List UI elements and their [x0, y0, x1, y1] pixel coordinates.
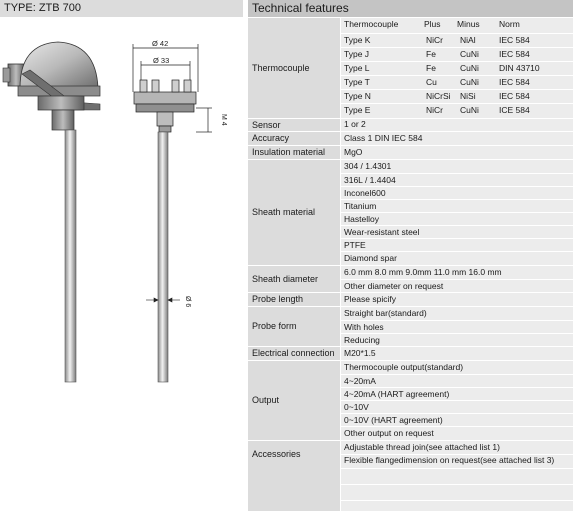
value-column	[341, 18, 573, 511]
tc-minus: NiSi	[460, 91, 476, 101]
list-item: 304 / 1.4301	[344, 161, 392, 171]
list-item: Diamond spar	[344, 253, 397, 263]
tc-norm: DIN 43710	[499, 63, 540, 73]
tc-plus: NiCrSi	[426, 91, 451, 101]
label-output: Output	[252, 395, 280, 405]
tc-norm: IEC 584	[499, 91, 530, 101]
probe-length-value: Please spicify	[344, 294, 396, 304]
tc-minus: CuNi	[460, 63, 479, 73]
product-type-header: TYPE: ZTB 700	[0, 0, 243, 17]
list-item: 4~20mA (HART agreement)	[344, 389, 450, 399]
list-item: Inconel600	[344, 188, 386, 198]
label-accuracy: Accuracy	[252, 133, 290, 143]
tc-norm: IEC 584	[499, 49, 530, 59]
tc-minus: NiAl	[460, 35, 476, 45]
label-insulation: Insulation material	[252, 147, 326, 157]
probe-sheath-right	[158, 132, 168, 382]
list-item: Wear-resistant steel	[344, 227, 420, 237]
list-item: 316L / 1.4404	[344, 175, 396, 185]
list-item: Reducing	[344, 335, 380, 345]
list-item: Other diameter on request	[344, 281, 444, 291]
tc-type: Type T	[344, 77, 370, 87]
label-sensor: Sensor	[252, 119, 281, 130]
tc-norm: ICE 584	[499, 105, 530, 115]
list-item: 4~20mA	[344, 376, 376, 386]
technical-table	[248, 18, 573, 511]
tc-plus: Fe	[426, 63, 436, 73]
list-item: Hastelloy	[344, 214, 379, 224]
tc-type: Type J	[344, 49, 370, 59]
tc-type: Type N	[344, 91, 371, 101]
tc-minus: CuNi	[460, 77, 479, 87]
insulation-value: MgO	[344, 147, 363, 157]
tc-header-plus: Plus	[424, 19, 441, 29]
list-item: 0~10V (HART agreement)	[344, 415, 443, 425]
label-probe-form: Probe form	[252, 321, 297, 331]
tc-header-norm: Norm	[499, 19, 520, 29]
dim-probe-diameter: Ø 6	[184, 296, 191, 308]
list-item: 6.0 mm 8.0 mm 9.0mm 11.0 mm 16.0 mm	[344, 267, 502, 277]
label-electrical-connection: Electrical connection	[252, 348, 335, 358]
tc-plus: NiCr	[426, 105, 443, 115]
dim-inner-diameter: Ø 33	[153, 56, 170, 65]
label-thermocouple: Thermocouple	[252, 62, 310, 73]
tc-type: Type E	[344, 105, 371, 115]
probe-sheath	[65, 130, 76, 382]
dim-outer-diameter: Ø 42	[152, 39, 169, 48]
terminal-block-view	[133, 44, 212, 132]
electrical-connection-value: M20*1.5	[344, 348, 376, 358]
list-item: 0~10V	[344, 402, 369, 412]
tc-header-minus: Minus	[457, 19, 480, 29]
tc-type: Type K	[344, 35, 371, 45]
connection-head	[18, 42, 100, 130]
list-item: With holes	[344, 322, 384, 332]
tc-norm: IEC 584	[499, 35, 530, 45]
thermocouple-drawing	[0, 18, 243, 511]
list-item: Flexible flangedimension on request(see attached list 3)	[344, 455, 555, 465]
tc-minus: CuNi	[460, 49, 479, 59]
technical-features-header: Technical features	[248, 0, 573, 17]
dim-thread: M 4	[220, 114, 227, 126]
label-sheath-diameter: Sheath diameter	[252, 273, 319, 284]
list-item: Other output on request	[344, 428, 434, 438]
tc-minus: CuNi	[460, 105, 479, 115]
label-column	[248, 18, 340, 511]
tc-norm: IEC 584	[499, 77, 530, 87]
accuracy-value: Class 1 DIN IEC 584	[344, 133, 423, 143]
list-item: PTFE	[344, 240, 366, 250]
label-accessories: Accessories	[252, 448, 301, 459]
tc-plus: Fe	[426, 49, 436, 59]
tc-header-type: Thermocouple	[344, 19, 399, 29]
label-sheath-material: Sheath material	[252, 207, 316, 217]
list-item: Adjustable thread join(see attached list 1)	[344, 442, 500, 452]
list-item: Thermocouple output(standard)	[344, 362, 464, 372]
tc-plus: Cu	[426, 77, 437, 87]
tc-plus: NiCr	[426, 35, 443, 45]
list-item: Straight bar(standard)	[344, 308, 427, 318]
sensor-value: 1 or 2	[344, 119, 366, 129]
label-probe-length: Probe length	[252, 294, 304, 304]
list-item: Titanium	[344, 201, 377, 211]
tc-type: Type L	[344, 63, 370, 73]
